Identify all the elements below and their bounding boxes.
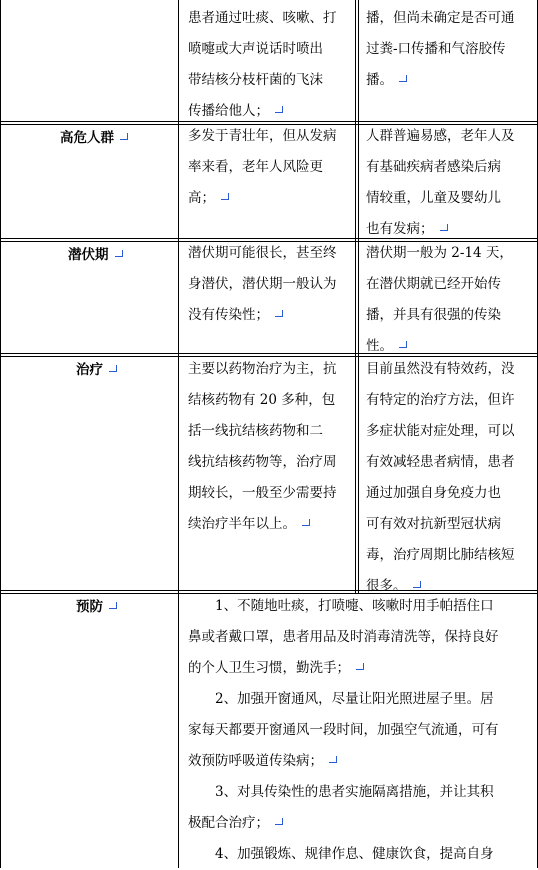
text-line: 传播给他人； [188,103,269,119]
paragraph-mark-icon [221,193,229,200]
row-header-label: 潜伏期 [68,247,109,263]
text-line: 可有效对抗新型冠状病 [366,516,501,532]
paragraph-mark-icon [115,250,123,257]
text-line: 鼻或者戴口罩，患者用品及时消毒清洗等，保持良好 [188,629,499,645]
paragraph-mark-icon [399,341,407,348]
row-header-high-risk [60,128,128,148]
row-transmission-col1 [188,3,353,127]
text-line: 期较长，一般至少需要持 [188,485,337,501]
text-line: 结核药物有 20 多种，包 [188,392,336,408]
row-header-incubation [68,245,123,265]
row-header-label: 治疗 [76,362,103,378]
text-line: 效预防呼吸道传染病； [188,753,323,769]
text-line: 播，但尚未确定是否可通 [366,10,515,26]
text-line: 1、不随地吐痰，打喷嚏、咳嗽时用手帕捂住口 [215,598,494,614]
text-line: 有特定的治疗方法，但许 [366,392,515,408]
text-line: 4、加强锻炼、规律作息、健康饮食，提高自身 [215,846,494,862]
row-transmission-col2 [366,3,536,96]
text-line: 患者通过吐痰、咳嗽、打 [188,10,337,26]
paragraph-mark-icon [275,106,283,113]
paragraph-mark-icon [275,818,283,825]
text-line: 续治疗半年以上。 [188,516,296,532]
text-line: 家每天都要开窗通风一段时间，加强空气流通，可有 [188,722,499,738]
row-prevention-content [188,591,536,870]
text-line: 毒，治疗周期比肺结核短 [366,547,515,563]
text-line: 的个人卫生习惯，勤洗手； [188,660,350,676]
text-line: 有基础疾病者感染后病 [366,159,501,175]
text-line: 在潜伏期就已经开始传 [366,276,501,292]
table-column-divider-2-inner [358,0,359,593]
row-treatment-col2 [366,354,536,602]
text-line: 潜伏期一般为 2-14 天， [366,245,513,261]
row-header-prevention [76,597,117,617]
text-line: 性。 [366,338,393,354]
text-line: 多症状能对症处理，可以 [366,423,515,439]
text-line: 括一线抗结核药物和二 [188,423,323,439]
paragraph-mark-icon [413,581,421,588]
row-high-risk-col1 [188,121,353,214]
text-line: 线抗结核药物等，治疗周 [188,454,337,470]
text-line: 没有传染性； [188,307,269,323]
text-line: 喷嚏或大声说话时喷出 [188,41,323,57]
paragraph-mark-icon [109,602,117,609]
row-header-label: 预防 [76,599,103,615]
text-line: 有效减轻患者病情，患者 [366,454,515,470]
text-line: 主要以药物治疗为主，抗 [188,361,337,377]
text-line: 过粪-口传播和气溶胶传 [366,41,506,57]
row-treatment-col1 [188,354,353,540]
text-line: 播，并具有很强的传染 [366,307,501,323]
row-incubation-col1 [188,238,353,331]
text-line: 人群普遍易感，老年人及 [366,128,515,144]
table-column-divider-prevention [178,593,179,868]
row-incubation-col2 [366,238,536,362]
text-line: 潜伏期可能很长，甚至终 [188,245,337,261]
text-line: 带结核分枝杆菌的飞沫 [188,72,323,88]
paragraph-mark-icon [440,224,448,231]
text-line: 极配合治疗； [188,815,269,831]
table-column-divider-1 [178,0,179,593]
text-line: 多发于青壮年，但从发病 [188,128,337,144]
row-high-risk-col2 [366,121,536,245]
row-header-label: 高危人群 [60,130,114,146]
paragraph-mark-icon [275,310,283,317]
text-line: 3、对具传染性的患者实施隔离措施，并让其积 [215,784,494,800]
paragraph-mark-icon [356,663,364,670]
paragraph-mark-icon [399,75,407,82]
text-line: 很多。 [366,578,407,594]
table-column-divider-2-outer [355,0,356,593]
text-line: 2、加强开窗通风，尽量让阳光照进屋子里。居 [215,691,494,707]
text-line: 通过加强自身免疫力也 [366,485,501,501]
row-header-treatment [76,360,117,380]
paragraph-mark-icon [109,365,117,372]
text-line: 率来看，老年人风险更 [188,159,323,175]
paragraph-mark-icon [329,756,337,763]
paragraph-mark-icon [302,519,310,526]
text-line: 也有发病； [366,221,434,237]
text-line: 播。 [366,72,393,88]
paragraph-mark-icon [120,133,128,140]
text-line: 目前虽然没有特效药，没 [366,361,515,377]
text-line: 高； [188,190,215,206]
text-line: 情较重，儿童及婴幼儿 [366,190,501,206]
text-line: 身潜伏，潜伏期一般认为 [188,276,337,292]
table-left-border [0,0,1,868]
